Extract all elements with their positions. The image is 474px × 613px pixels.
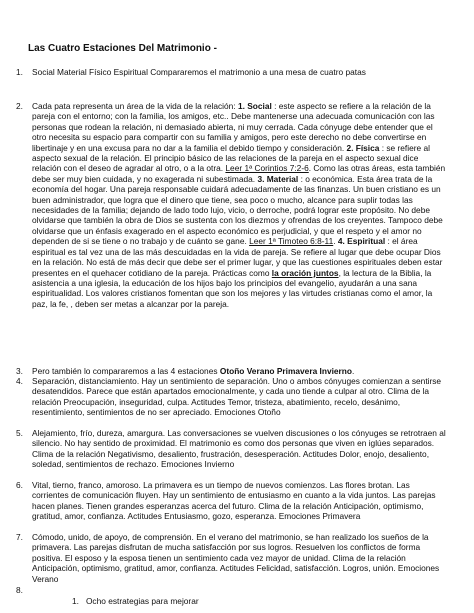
- text-run: Cada pata representa un área de la vida de la relación:: [32, 101, 238, 111]
- sub-list-item-1: [72, 596, 199, 606]
- item-number: 8.: [16, 585, 23, 595]
- item-number: 1.: [16, 67, 23, 77]
- social-label: 1. Social: [237, 101, 272, 111]
- item-text: Alejamiento, frío, dureza, amargura. Las conversaciones se vuelven discusiones o los cónyuges se retrotraen al silencio. No hay sentido de proximidad. El matrimonio es como dos personas que viven en iglúes separados. Clima de la relación Negativismo, desaliento, frustración, desesperación. Actitudes Dolor, enojo, desaliento, soledad, sentimientos de rechazo. Emociones Invierno: [32, 428, 446, 470]
- oracion-link[interactable]: la oración juntos: [271, 267, 339, 278]
- item-number: 6.: [16, 480, 23, 490]
- item-text: Vital, tierno, franco, amoroso. La primavera es un tiempo de nuevos comienzos. Las flores brotan. Las corrientes de comunicación fluyen. Hay un sentimiento de entusiasmo en cuanto a la vida juntos. Las parejas hacen planes. Tienen grandes esperanzas acerca del futuro. Clima de la relación Anticipación, optimismo, gratitud, amor, confianza. Actitudes Entusiasmo, gozo, esperanza. Emociones Primavera: [32, 480, 436, 522]
- text-run: : el área espiritual es tal vez una de las más descuidadas en la vida de pareja. Se refiere al lugar que debe ocupar Dios en la relación. No está de más decir que debe ser el primer lugar, y que las cuestiones espirituales deben estar presentes en el quehacer cotidiano de la pareja. Prácticas como: [32, 236, 443, 278]
- fisica-label: 2. Física: [346, 142, 380, 153]
- item-text: Cómodo, unido, de apoyo, de comprensión. En el verano del matrimonio, se han realizado los sueños de la primavera. Las parejas disfrutan de mucha satisfacción por sus logros. Resuelven los conflictos de forma positiva. El esposo y la esposa tienen un sentimiento cada vez mayor de unidad. Clima de la relación Anticipación, optimismo, gratitud, amor, confianza. Actitudes Felicidad, satisfacción. Logros, unión. Emociones Verano: [32, 532, 440, 584]
- item-text: Separación, distanciamiento. Hay un sentimiento de separación. Uno o ambos cónyuges comienzan a sentirse desatendidos. Parece que están apartados emocionalmente, y cada uno tiende a culpar al otro. Clima de la relación Preocupación, inseguridad, culpa. Actitudes Temor, tristeza, abatimiento, recelo, desánimo, resentimiento, sentimientos de no ser apreciado. Emociones Otoño: [32, 376, 442, 418]
- item-number: 1.: [72, 596, 79, 606]
- item-text: Social Material Físico Espiritual Compararemos el matrimonio a una mesa de cuatro patas: [32, 67, 366, 77]
- text-run: . Como las otras áreas, esta también debe ser muy bien cuidada, y no exagerada ni subestimada.: [32, 163, 446, 184]
- item-text: [32, 366, 446, 376]
- material-label: 3. Material: [257, 173, 299, 184]
- seasons-label: Otoño Verano Primavera Invierno: [219, 366, 352, 376]
- item-text: [32, 101, 446, 309]
- espiritual-label: 4. Espiritual: [337, 236, 386, 247]
- item-text: Ocho estrategias para mejorar: [85, 596, 199, 606]
- text-run: .: [351, 366, 355, 376]
- text-run: Pero también lo compararemos a las 4 estaciones: [32, 366, 220, 376]
- text-run: : este aspecto se refiere a la relación de la pareja con el entorno; con la familia, los amigos, etc.. Debe mantenerse una adecuada comunicación con las personas que rodean la relación, ni demasiado abierta, ni muy cerrada. Cada cónyuge debe entender que el otro necesita su espacio para compartir con su familia y amigos, pero este derecho no debe convertirse en libertinaje y en una excusa para no dar a la familia el debido tiempo y consideración.: [32, 101, 435, 153]
- item-number: 3.: [16, 366, 23, 376]
- item-number: 5.: [16, 428, 23, 438]
- item-number: 2.: [16, 101, 23, 111]
- document-title: Las Cuatro Estaciones Del Matrimonio -: [28, 43, 217, 54]
- text-run: .: [333, 236, 338, 247]
- bible-reference-link[interactable]: Leer 1ª Timoteo 6:8-11: [249, 236, 334, 247]
- item-number: 7.: [16, 532, 23, 542]
- text-run: : o económica. Esta área trata de la economía del hogar. Una pareja responsable cuidará adecuadamente de las finanzas. Un buen cristiano es un buen administrador, que logra que el dinero que tiene, sea poco o mucho, alcance para suplir todas las necesidades de la familia; dejando de lado todo lujo, vicio, o derroche, podrá lograr este propósito. No debe olvidarse que también la obra de Dios se sustenta con los diezmos y ofrendas de los creyentes. Tampoco debe olvidarse que un énfasis exagerado en el aspecto económico es perjudicial, y que el respeto y el amor no dependen de si se tiene o no trabajo y de cuánto se gane.: [32, 173, 443, 247]
- bible-reference-link[interactable]: Leer 1ª Corintios 7:2-6: [225, 163, 309, 174]
- item-number: 4.: [16, 376, 23, 386]
- text-run: : se refiere al aspecto sexual de la relación. El principio básico de las relaciones de la pareja en el aspecto sexual dice relación con el deseo de agradar al otro, o a la otra.: [32, 142, 430, 174]
- text-run: , la lectura de la Biblia, la asistencia a una iglesia, la educación de los hijos bajo los principios del evangelio, ayudarán a una sana espiritualidad. Los valores cristianos fomentan que son los mejores y las virtudes cristianas como el amor, la paz, la fe, , deben ser metas a alcanzar por la pareja.: [32, 267, 433, 309]
